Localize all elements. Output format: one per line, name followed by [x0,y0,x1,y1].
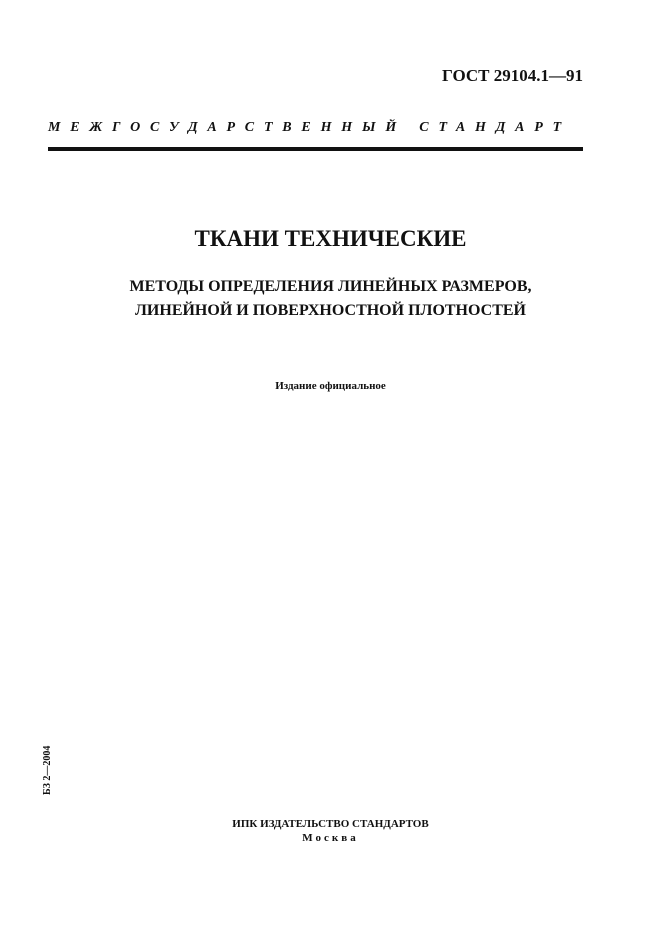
subtitle-line-1: МЕТОДЫ ОПРЕДЕЛЕНИЯ ЛИНЕЙНЫХ РАЗМЕРОВ, [129,278,532,295]
city: Москва [302,832,359,844]
side-code: БЗ 2—2004 [42,745,53,795]
gost-number: ГОСТ 29104.1—91 [442,66,583,85]
header-rule [48,147,583,151]
subtitle-line-2: ЛИНЕЙНОЙ И ПОВЕРХНОСТНОЙ ПЛОТНОСТЕЙ [135,302,526,319]
document-title: ТКАНИ ТЕХНИЧЕСКИЕ [194,226,467,251]
standard-type: МЕЖГОСУДАРСТВЕННЫЙ СТАНДАРТ [48,120,571,135]
edition-note: Издание официальное [275,380,386,392]
publisher: ИПК ИЗДАТЕЛЬСТВО СТАНДАРТОВ [232,818,429,830]
document-subtitle [0,275,661,323]
